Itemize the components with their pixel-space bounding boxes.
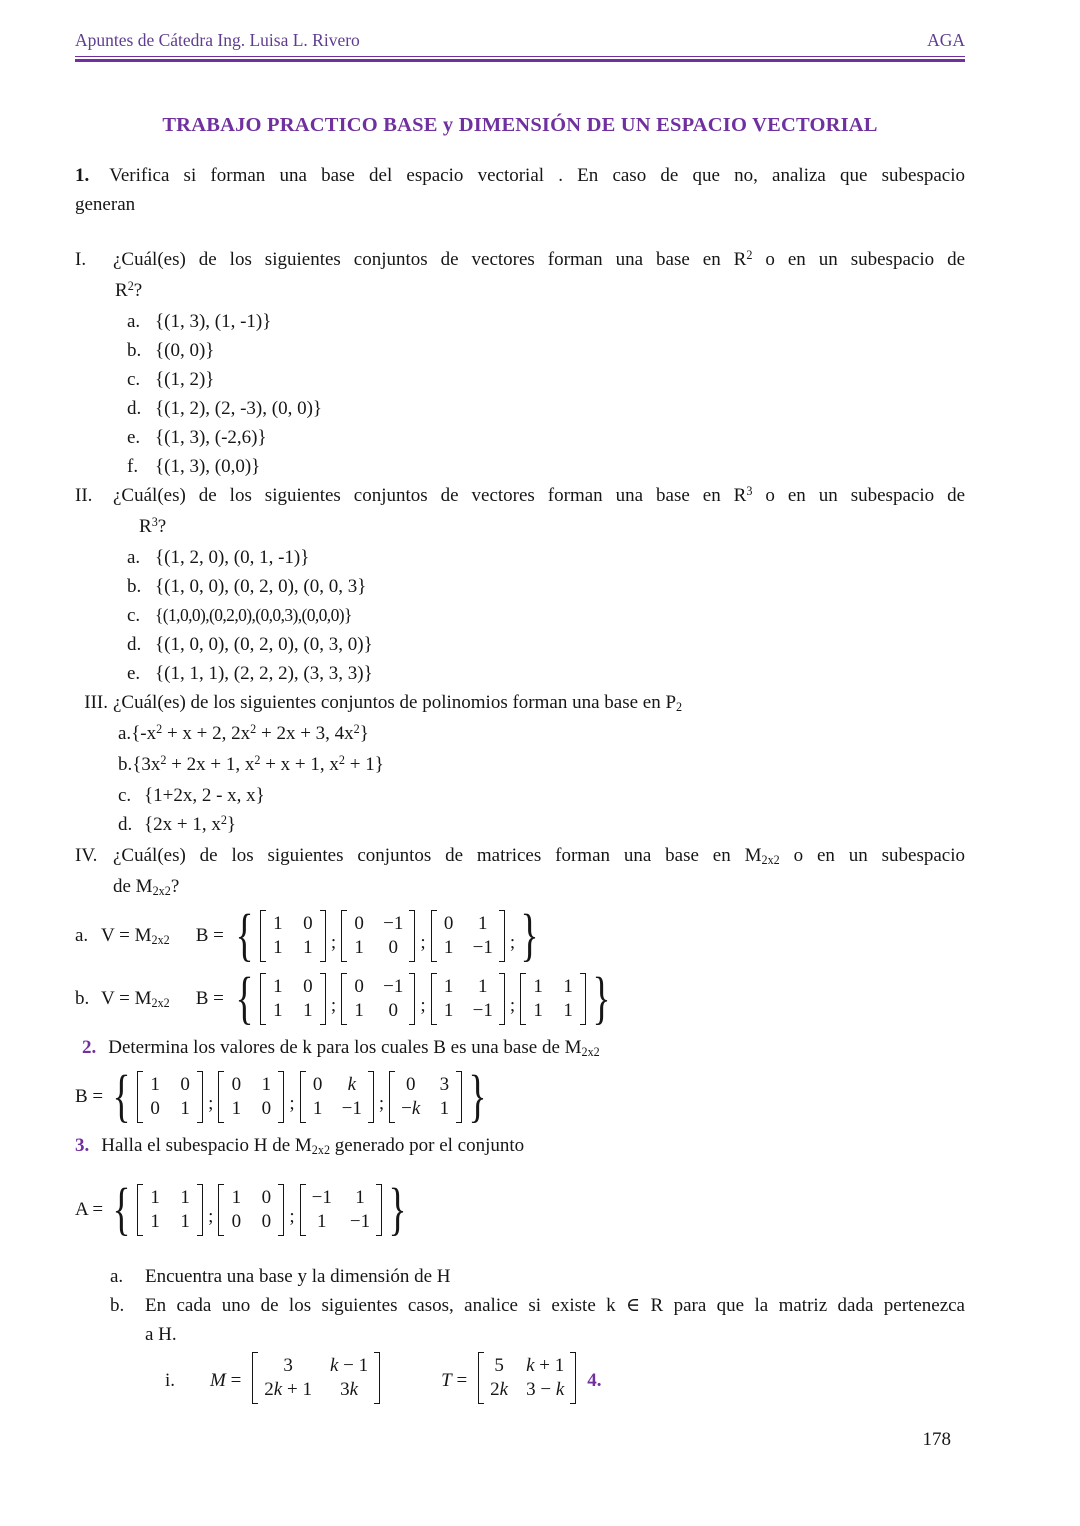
item-text: {(1,0,0),(0,2,0),(0,0,3),(0,0,0)} [155, 605, 352, 625]
problem-1 [75, 161, 965, 190]
matrix-set: { 1 0 0 1 ; 0 1 1 0 ; 0 k 1 −1 ; 0 3 −k 1 } [112, 1064, 487, 1129]
item-label: b. [75, 988, 90, 1009]
list-item [127, 307, 965, 336]
set-name: A = [75, 1199, 104, 1220]
list-item [127, 394, 965, 423]
section-2-question-cont: $R^3$? [139, 514, 167, 537]
matrix-M: 3 k − 1 2k + 1 3k [249, 1352, 383, 1411]
matrix-set-row-a [75, 903, 965, 968]
item-label: c. [127, 605, 141, 626]
matrix-T-name: T = [441, 1370, 468, 1391]
page-header [75, 30, 965, 56]
list-item [118, 810, 965, 841]
item-label: b. [127, 340, 142, 361]
item-text: {(1, 0, 0), (0, 2, 0), (0, 3, 0)} [155, 634, 373, 655]
section-3-question-text: ¿Cuál(es) de los siguientes conjuntos de polinomios forman una base en P2 [113, 692, 683, 715]
matrix-set: { 1 0 1 1 ; 0 −1 1 0 ; 1 1 1 −1 ; 1 1 1 1 } [235, 966, 611, 1031]
problem-1-line1: Verifica si forman una base del espacio vectorial . En caso de que no, analiza que subespacio [109, 165, 965, 186]
item-text: {(1, 1, 1), (2, 2, 2), (3, 3, 3)} [155, 663, 373, 684]
vector-space-label: V = M2x2 [101, 987, 170, 1010]
section-1-label: I. [75, 249, 87, 270]
problem-1-number: 1. [75, 165, 90, 186]
section-1-question-text: ¿Cuál(es) de los siguientes conjuntos de vectores forman una base en $R^2$ o en un subespacio de [113, 247, 965, 270]
section-4-question-text: ¿Cuál(es) de los siguientes conjuntos de matrices forman una base en M2x2 o en un subespacio [113, 845, 965, 868]
section-4-label: IV. [75, 845, 98, 866]
header-course-code: AGA [927, 30, 965, 50]
item-label: f. [127, 456, 139, 477]
item-label: b. [127, 576, 142, 597]
section-2-question-text: ¿Cuál(es) de los siguientes conjuntos de vectores forman una base en $R^3$ o en un subespacio de [113, 483, 965, 506]
section-4-question [75, 841, 965, 872]
section-4-question-cont: de M2x2? [113, 876, 180, 899]
problem-1-line2: generan [75, 194, 136, 215]
list-item [118, 719, 965, 750]
item-text: {2x + 1, $x^2$} [144, 812, 237, 835]
item-label: c. [118, 785, 132, 806]
list-item [127, 423, 965, 452]
set-name: B = [195, 925, 224, 946]
item-label: i. [165, 1370, 176, 1391]
section-3-question [75, 688, 965, 719]
item-text: {(1, 0, 0), (0, 2, 0), (0, 0, 3} [155, 576, 367, 597]
problem-4-number: 4. [587, 1370, 602, 1391]
list-item [118, 750, 965, 781]
item-text: {(1, 3), (0,0)} [155, 456, 261, 477]
item-label: a. [110, 1266, 124, 1287]
page-number: 178 [922, 1429, 951, 1450]
item-text: {(1, 3), (-2,6)} [155, 427, 267, 448]
item-text: En cada uno de los siguientes casos, analice si existe k ∈ R para que la matriz dada pertenezca [145, 1295, 965, 1316]
item-text: {1+2x, 2 - x, x} [144, 785, 265, 806]
item-label: e. [127, 663, 141, 684]
problem-3-text: Halla el subespacio H de M2x2 generado por el conjunto [101, 1135, 525, 1158]
item-text: Encuentra una base y la dimensión de H [145, 1266, 451, 1287]
matrix-set: { 1 0 1 1 ; 0 −1 1 0 ; 0 1 1 −1 ; } [235, 903, 539, 968]
item-text: {(1, 2, 0), (0, 1, -1)} [155, 547, 310, 568]
item-label: a. [127, 311, 141, 332]
set-name: B = [195, 988, 224, 1009]
list-item [110, 1262, 965, 1291]
item-label: e. [127, 427, 141, 448]
list-item [127, 601, 965, 630]
sub-item-i-row [165, 1351, 965, 1411]
item-text-cont: a H. [145, 1324, 177, 1345]
list-item [127, 543, 965, 572]
item-text: {(1, 2)} [155, 369, 215, 390]
item-label: a. [118, 723, 132, 744]
section-1-question-cont: $R^2$? [115, 278, 143, 301]
item-label: b. [118, 754, 133, 775]
list-item [127, 659, 965, 688]
problem-3-number: 3. [75, 1135, 90, 1156]
item-label: d. [127, 634, 142, 655]
problem-2-text: Determina los valores de k para los cuales B es una base de M2x2 [108, 1037, 600, 1060]
matrix-M-name: M = [210, 1370, 242, 1391]
item-text: {(1, 3), (1, -1)} [155, 311, 272, 332]
list-item [127, 630, 965, 659]
item-label: b. [110, 1295, 125, 1316]
item-label: c. [127, 369, 141, 390]
header-rule [75, 56, 965, 62]
section-2-label: II. [75, 485, 93, 506]
list-item [110, 1291, 965, 1320]
header-author: Apuntes de Cátedra Ing. Luisa L. Rivero [75, 30, 360, 50]
section-2-question [75, 481, 965, 512]
matrix-set-row-b [75, 966, 965, 1031]
problem-3-subitems [75, 1262, 965, 1349]
set-name: B = [75, 1086, 104, 1107]
matrix-set: { 1 1 1 1 ; 1 0 0 0 ; −1 1 1 −1 } [112, 1177, 407, 1242]
list-item [127, 452, 965, 481]
problem-2-set-row [75, 1064, 965, 1129]
list-item [127, 572, 965, 601]
problem-2-number: 2. [82, 1037, 97, 1058]
page-title: TRABAJO PRACTICO BASE y DIMENSIÓN DE UN ESPACIO VECTORIAL [162, 114, 878, 136]
section-1-question [75, 245, 965, 276]
item-text: {(0, 0)} [155, 340, 215, 361]
item-label: d. [127, 398, 142, 419]
vector-space-label: V = M2x2 [101, 924, 170, 947]
item-label: d. [118, 814, 133, 835]
item-label: a. [127, 547, 141, 568]
list-item [127, 336, 965, 365]
problem-3 [75, 1131, 965, 1162]
item-text: {(1, 2), (2, -3), (0, 0)} [155, 398, 323, 419]
problem-3-set-row [75, 1177, 965, 1242]
list-item [118, 781, 965, 810]
matrix-T: 5 k + 1 2k 3 − k [475, 1352, 579, 1411]
item-text: {$3x^2 + 2x + 1$, $x^2 + x + 1$, $x^2 + 1$} [132, 752, 384, 775]
list-item [127, 365, 965, 394]
problem-2 [82, 1033, 965, 1064]
item-text: {$-x^2 + x + 2$, $2x^2 + 2x + 3$, $4x^2$} [131, 721, 369, 744]
section-3-label: III. [84, 692, 108, 713]
item-label: a. [75, 925, 89, 946]
